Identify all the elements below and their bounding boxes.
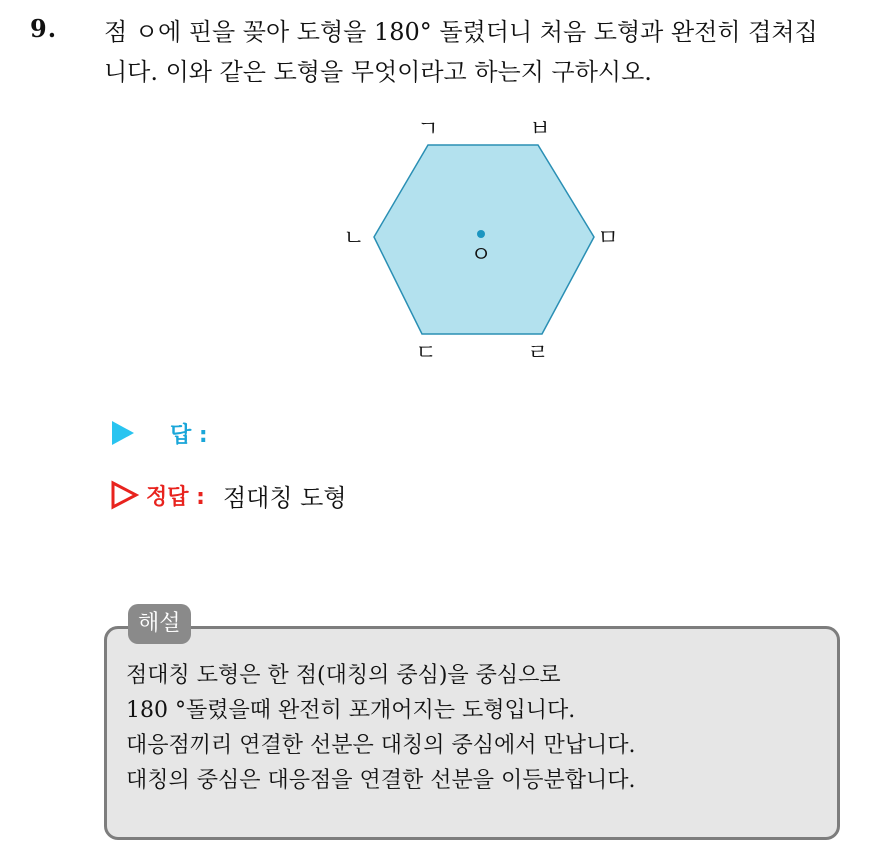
- center-label: ㅇ: [470, 243, 492, 268]
- center-point: [477, 230, 485, 238]
- vertex-label-top-right: ㅂ: [529, 117, 551, 142]
- question-number: 9.: [30, 14, 58, 43]
- question-text: [104, 12, 874, 92]
- vertex-label-left: ㄴ: [343, 226, 365, 251]
- correct-answer-row: [110, 478, 347, 512]
- question-text-line-2: 니다. 이와 같은 도형을 무엇이라고 하는지 구하시오.: [104, 58, 652, 86]
- hexagon-figure: [330, 110, 630, 380]
- hexagon-shape: [374, 145, 594, 334]
- vertex-label-right: ㅁ: [597, 226, 619, 251]
- play-arrow-icon: [110, 418, 136, 448]
- vertex-label-bottom-right: ㄹ: [527, 341, 549, 366]
- answer-label: 답 :: [170, 422, 208, 448]
- vertex-label-top-left: ㄱ: [417, 117, 439, 142]
- explanation-text: [126, 658, 826, 798]
- question-text-line-1: 점 ㅇ에 핀을 꽂아 도형을 180° 돌렸더니 처음 도형과 완전히 겹쳐집: [104, 18, 818, 46]
- correct-answer-label: 정답 :: [146, 484, 205, 510]
- explanation-line-1: 점대칭 도형은 한 점(대칭의 중심)을 중심으로: [126, 663, 561, 688]
- answer-row: [110, 418, 208, 448]
- explanation-tag: 해설: [128, 604, 191, 644]
- explanation-line-2: 180 °돌렸을때 완전히 포개어지는 도형입니다.: [126, 698, 576, 723]
- hexagon-svg: [330, 110, 630, 380]
- outline-arrow-icon: [110, 480, 140, 510]
- vertex-label-bottom-left: ㄷ: [415, 341, 437, 366]
- explanation-line-3: 대응점끼리 연결한 선분은 대칭의 중심에서 만납니다.: [126, 733, 636, 758]
- correct-answer-value: 점대칭 도형: [222, 483, 347, 512]
- explanation-line-4: 대칭의 중심은 대응점을 연결한 선분을 이등분합니다.: [126, 768, 636, 793]
